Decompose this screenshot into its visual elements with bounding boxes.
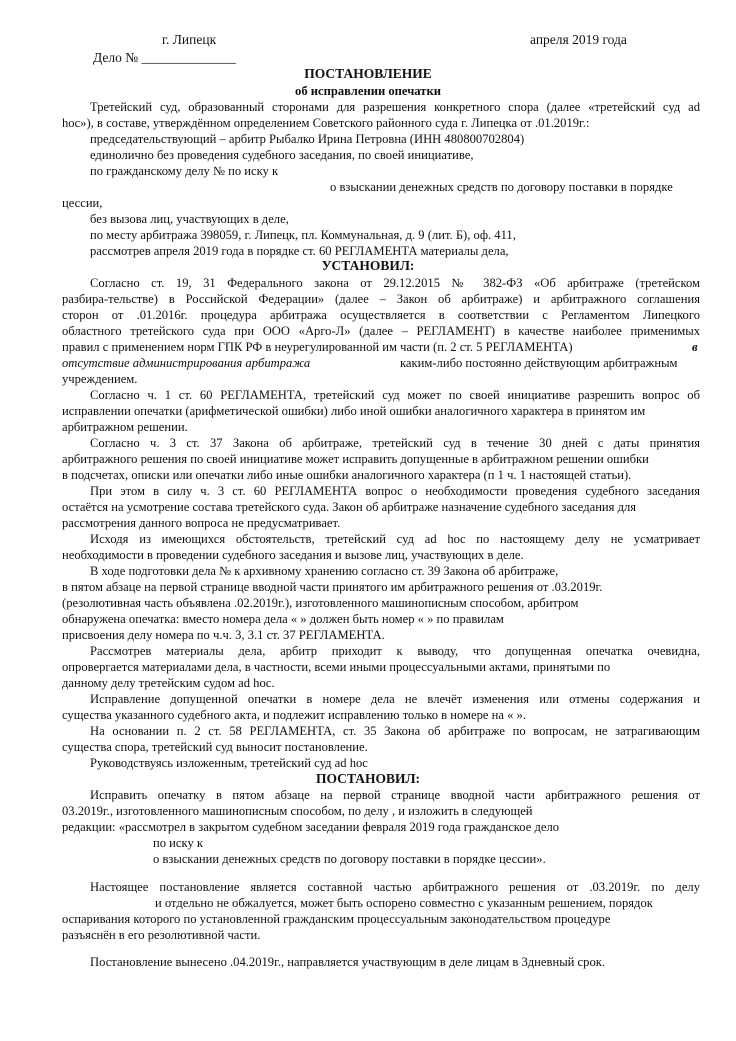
established-line: Согласно ч. 3 ст. 37 Закона об арбитраже, третейский суд в течение 30 дней с даты принятия [90, 436, 700, 450]
intro-line: цессии, [62, 196, 103, 210]
established-line: остаётся на усмотрение состава третейского суда. Закон об арбитраже назначение судебного заседания для [62, 500, 637, 514]
intro-line: Третейский суд, образованный сторонами для разрешения конкретного спора (далее «третейский суд ad [90, 100, 700, 114]
established-line: в подсчетах, описки или опечатки либо иные ошибки аналогичного характера (п 1 ч. 1 настоящей статьи). [62, 468, 632, 482]
established-line: Исходя из имеющихся обстоятельств, третейский суд ad hoc по настоящему делу не усматривает [90, 532, 700, 546]
established-line: арбитражном решении. [62, 420, 188, 434]
established-line: Рассмотрев материалы дела, арбитр приходит к выводу, что допущенная опечатка очевидна, [90, 644, 700, 658]
resolved-line: и отдельно не обжалуется, может быть оспорено совместно с указанным решением, порядок [155, 896, 653, 910]
header-city: г. Липецк [162, 32, 217, 47]
established-line: При этом в силу ч. 3 ст. 60 РЕГЛАМЕНТА вопрос о необходимости проведения судебного заседания [90, 484, 700, 498]
resolved-heading: ПОСТАНОВИЛ: [315, 771, 421, 786]
intro-line: без вызова лиц, участвующих в деле, [90, 212, 289, 226]
established-line: существа указанного судебного акта, и подлежит исправлению только в номере на « ». [62, 708, 526, 722]
established-line-italic: отсутствие администрирования арбитража [62, 356, 311, 370]
established-line: каким-либо постоянно действующим арбитражным [400, 356, 678, 370]
established-line: Согласно ч. 1 ст. 60 РЕГЛАМЕНТА, третейский суд может по своей инициативе разрешить вопрос об [90, 388, 700, 402]
established-line: присвоения делу номера по ч.ч. 3, 3.1 ст. 37 РЕГЛАМЕНТА. [62, 628, 385, 642]
resolved-line: разъяснён в его резолютивной части. [62, 928, 261, 942]
document-title: ПОСТАНОВЛЕНИЕ [304, 66, 432, 81]
established-line: В ходе подготовки дела № к архивному хранению согласно ст. 39 Закона об арбитраже, [90, 564, 559, 578]
resolved-line: о взыскании денежных средств по договору поставки в порядке цессии». [153, 852, 546, 866]
intro-line: по гражданскому делу № по иску к [90, 164, 279, 178]
established-line: данному делу третейским судом ad hoc. [62, 676, 275, 690]
resolved-line: Настоящее постановление является составной частью арбитражного решения от .03.2019г. по делу [90, 880, 700, 894]
intro-line: рассмотрев апреля 2019 года в порядке ст. 60 РЕГЛАМЕНТА материалы дела, [90, 244, 509, 258]
resolved-line: 03.2019г., изготовленного машинописным способом, по делу , и изложить в следующей [62, 804, 533, 818]
resolved-line: по иску к [153, 836, 204, 850]
header-date: апреля 2019 года [530, 32, 627, 47]
established-line: арбитражного решения по своей инициативе может исправить допущенные в арбитражном решении ошибки [62, 452, 649, 466]
case-number: Дело № ______________ [93, 50, 236, 65]
resolved-line: редакции: «рассмотрел в закрытом судебном заседании февраля 2019 года гражданское дело [62, 820, 560, 834]
established-line-italic: в [692, 340, 698, 354]
intro-line: единолично без проведения судебного заседания, по своей инициативе, [90, 148, 474, 162]
established-line: На основании п. 2 ст. 58 РЕГЛАМЕНТА, ст. 35 Закона об арбитраже по вопросам, не затрагивающим [90, 724, 700, 738]
resolved-line: Постановление вынесено .04.2019г., направляется участвующим в деле лицам в 3дневный срок. [90, 955, 606, 969]
established-line: существа спора, третейский суд выносит постановление. [62, 740, 368, 754]
established-line: опровергается материалами дела, в частности, всеми иными процессуальными актами, принятыми по [62, 660, 611, 674]
established-line: обнаружена опечатка: вместо номера дела « » должен быть номер « » по правилам [62, 612, 504, 626]
established-line: сторон от .01.2016г. процедура арбитража осуществляется в соответствии с Регламентом Липецкого [62, 308, 700, 322]
established-line: исправлении опечатки (арифметической ошибки) либо иной ошибки аналогичного характера в принятом им [62, 404, 646, 418]
resolved-line: Исправить опечатку в пятом абзаце на первой странице вводной части арбитражного решения от [90, 788, 700, 802]
intro-line: по месту арбитража 398059, г. Липецк, пл. Коммунальная, д. 9 (лит. Б), оф. 411, [90, 228, 516, 242]
established-line: необходимости в проведении судебного заседания и вызове лиц, участвующих в деле. [62, 548, 524, 562]
document-subtitle: об исправлении опечатки [295, 84, 441, 98]
established-line: рассмотрения данного вопроса не предусматривает. [62, 516, 341, 530]
intro-line: председательствующий – арбитр Рыбалко Ирина Петровна (ИНН 480800702804) [90, 132, 525, 146]
established-line: областного третейского суда при ООО «Арго-Л» (далее – РЕГЛАМЕНТ) в качестве наиболее применимых [62, 324, 700, 338]
established-line: Согласно ст. 19, 31 Федерального закона от 29.12.2015 № 382-ФЗ «Об арбитраже (третейском [90, 276, 700, 290]
established-line: в пятом абзаце на первой странице вводной части принятого им арбитражного решения от .03.2019г. [62, 580, 603, 594]
established-line: учреждением. [62, 372, 138, 386]
established-line: (резолютивная часть объявлена .02.2019г.), изготовленного машинописным способом, арбитром [62, 596, 579, 610]
established-line: Руководствуясь изложенным, третейский суд ad hoc [90, 756, 368, 770]
established-line: разбира-тельстве) в Российской Федерации» (далее – Закон об арбитраже) и арбитражного соглашения [62, 292, 700, 306]
intro-line: о взыскании денежных средств по договору поставки в порядке [330, 180, 673, 194]
established-line: Исправление допущенной опечатки в номере дела не влечёт изменения или отмены содержания и [90, 692, 700, 706]
intro-line: hoc»), в составе, утверждённом определением Советского районного суда г. Липецка от .01.2019г.: [62, 116, 590, 130]
established-heading: УСТАНОВИЛ: [321, 258, 415, 273]
resolved-line: оспаривания которого по установленной гражданским процессуальным законодательством процедуре [62, 912, 611, 926]
established-line: правил с применением норм ГПК РФ в неурегулированной им части (п. 2 ст. 5 РЕГЛАМЕНТА) [62, 340, 573, 354]
